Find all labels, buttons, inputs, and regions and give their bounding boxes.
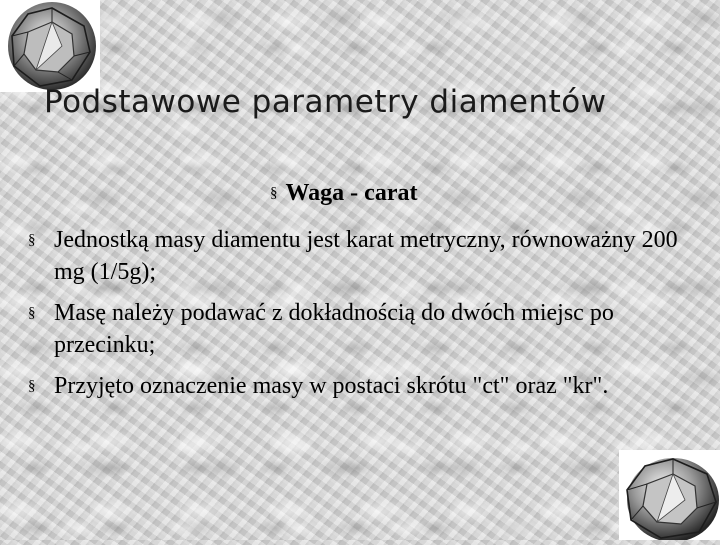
bullet-icon: § bbox=[270, 185, 278, 201]
subheading-text: Waga - carat bbox=[285, 180, 418, 206]
list-item-text: Przyjęto oznaczenie masy w postaci skrótu "ct" oraz "kr". bbox=[54, 373, 609, 399]
bullet-list bbox=[28, 224, 708, 411]
list-item bbox=[28, 224, 708, 288]
bullet-icon: § bbox=[28, 378, 36, 394]
diamond-image-bottom bbox=[619, 450, 720, 540]
subheading bbox=[270, 180, 417, 207]
list-item bbox=[28, 297, 708, 361]
list-item-text: Masę należy podawać z dokładnością do dwóch miejsc po przecinku; bbox=[54, 300, 614, 358]
diamond-image-top bbox=[0, 0, 100, 92]
slide-title: Podstawowe parametry diamentów bbox=[44, 84, 607, 120]
list-item bbox=[28, 370, 708, 402]
bullet-icon: § bbox=[28, 305, 36, 321]
list-item-text: Jednostką masy diamentu jest karat metryczny, równoważny 200 mg (1/5g); bbox=[54, 227, 678, 285]
bullet-icon: § bbox=[28, 232, 36, 248]
